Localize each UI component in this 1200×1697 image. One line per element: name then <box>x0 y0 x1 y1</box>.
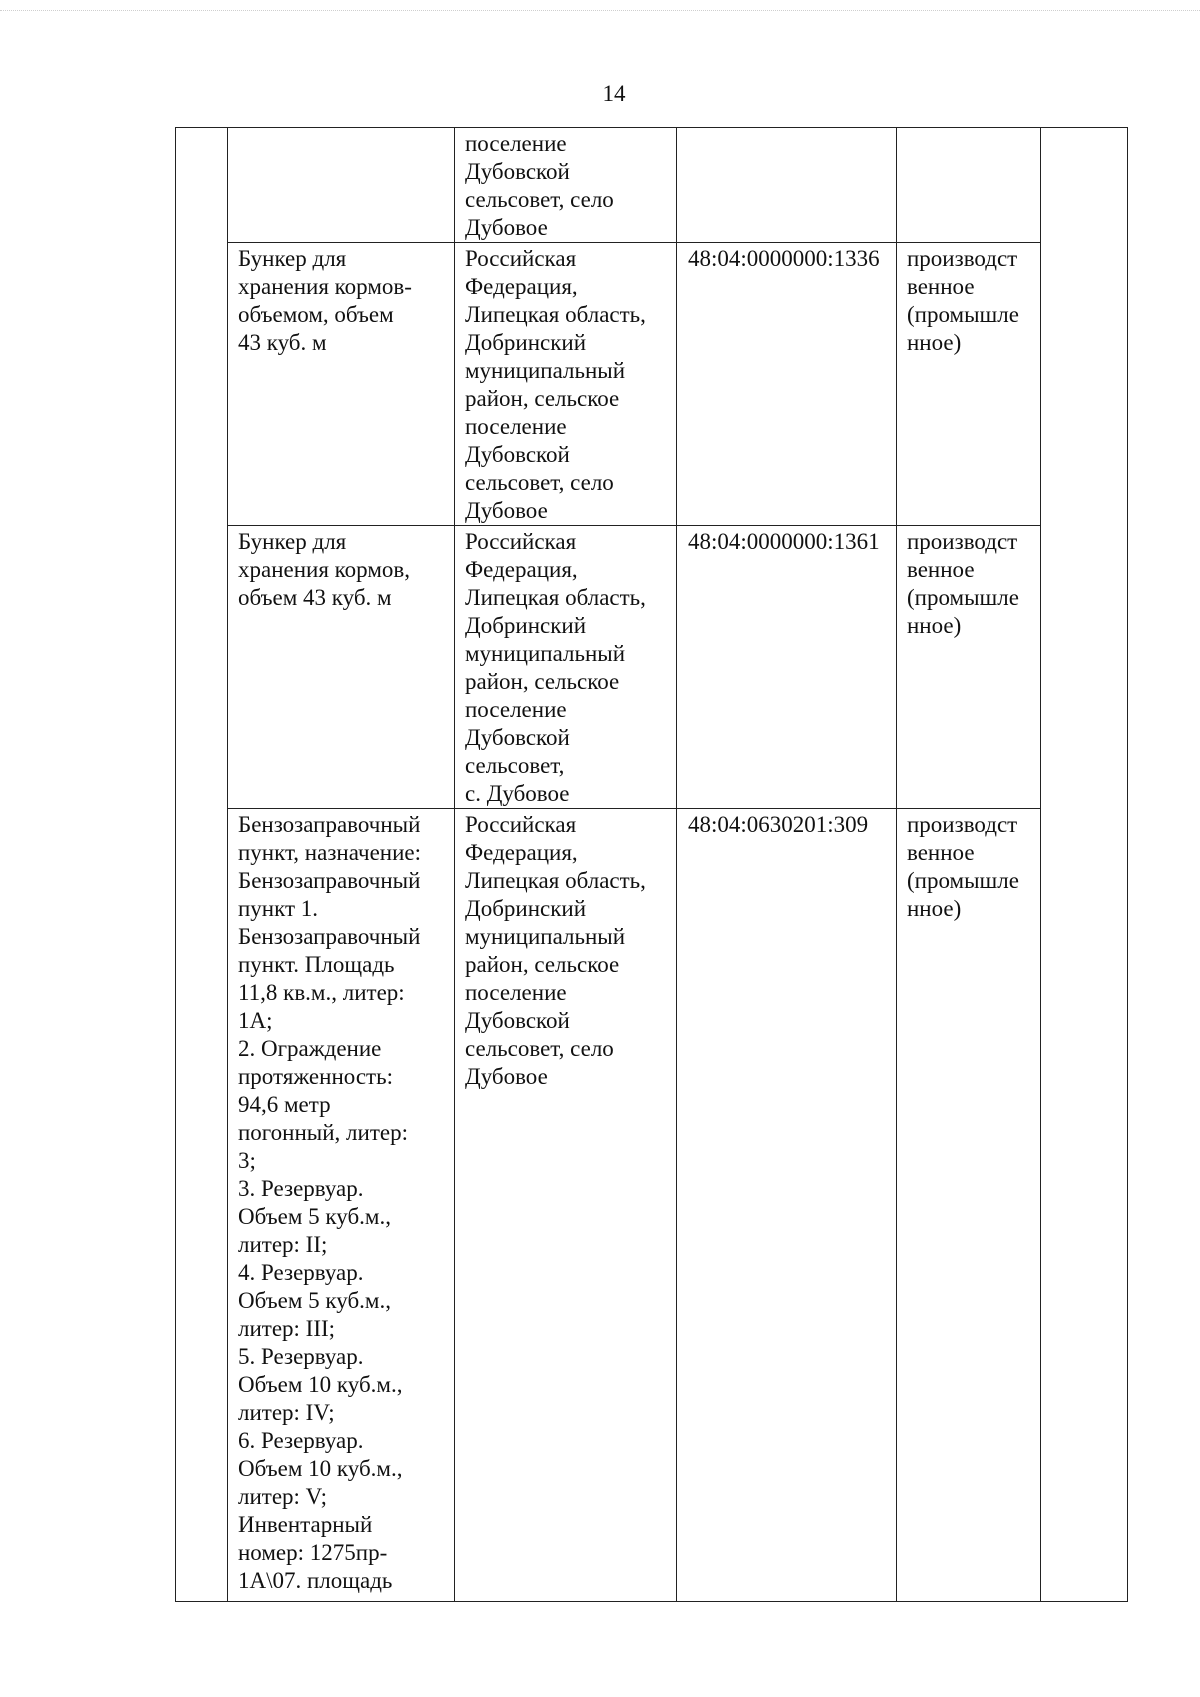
number-cell <box>176 243 228 526</box>
notes-cell <box>1041 243 1128 526</box>
page-top-edge <box>0 10 1200 11</box>
number-cell <box>176 128 228 243</box>
address-cell: поселение Дубовской сельсовет, село Дубовое <box>455 128 677 243</box>
object-name-cell: Бункер для хранения кормов, объем 43 куб. м <box>228 526 455 809</box>
notes-cell <box>1041 809 1128 1602</box>
table-row <box>176 243 1128 526</box>
purpose-cell: производст венное (промышле нное) <box>897 526 1041 809</box>
cadastral-number-cell <box>677 128 897 243</box>
table-row <box>176 526 1128 809</box>
purpose-cell: производст венное (промышле нное) <box>897 243 1041 526</box>
table-row <box>176 809 1128 1602</box>
address-cell: Российская Федерация, Липецкая область, Добринский муниципальный район, сельское поселение Дубовской сельсовет, с. Дубовое <box>455 526 677 809</box>
address-cell: Российская Федерация, Липецкая область, Добринский муниципальный район, сельское поселение Дубовской сельсовет, село Дубовое <box>455 809 677 1602</box>
cadastral-number-cell: 48:04:0000000:1336 <box>677 243 897 526</box>
cadastral-number-cell: 48:04:0000000:1361 <box>677 526 897 809</box>
number-cell <box>176 526 228 809</box>
registry-table <box>175 127 1128 1602</box>
object-name-cell: Бензозаправочный пункт, назначение: Бензозаправочный пункт 1. Бензозаправочный пункт. Площадь 11,8 кв.м., литер: 1А; 2. Ограждение протяженность: 94,6 метр погонный, литер: 3; 3. Резервуар. Объем 5 куб.м., литер: II; 4. Резервуар. Объем 5 куб.м., литер: III; 5. Резервуар. Объем 10 куб.м., литер: IV; 6. Резервуар. Объем 10 куб.м., литер: V; Инвентарный номер: 1275пр- 1А\07. площадь <box>228 809 455 1602</box>
page-number: 14 <box>602 81 626 106</box>
purpose-cell: производст венное (промышле нное) <box>897 809 1041 1602</box>
notes-cell <box>1041 128 1128 243</box>
address-cell: Российская Федерация, Липецкая область, Добринский муниципальный район, сельское поселение Дубовской сельсовет, село Дубовое <box>455 243 677 526</box>
number-cell <box>176 809 228 1602</box>
purpose-cell <box>897 128 1041 243</box>
object-name-cell <box>228 128 455 243</box>
table-row <box>176 128 1128 243</box>
cadastral-number-cell: 48:04:0630201:309 <box>677 809 897 1602</box>
notes-cell <box>1041 526 1128 809</box>
object-name-cell: Бункер для хранения кормов- объемом, объем 43 куб. м <box>228 243 455 526</box>
